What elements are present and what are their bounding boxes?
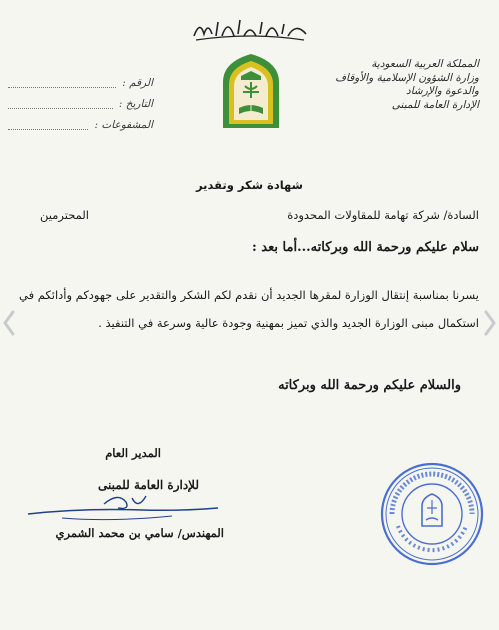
closing-salutation: والسلام عليكم ورحمة الله وبركاته — [278, 378, 461, 393]
ministry-line: المملكة العربية السعودية — [371, 58, 479, 70]
meta-date-dots — [8, 98, 113, 109]
meta-attachments-label: المشفوعات : — [94, 118, 153, 131]
chevron-right-icon[interactable] — [483, 308, 497, 338]
ministry-line: والدعوة والإرشاد — [406, 85, 479, 97]
greeting: سلام عليكم ورحمة الله وبركاته...أما بعد : — [251, 240, 479, 255]
meta-number-row — [8, 72, 153, 93]
meta-number-dots — [8, 77, 116, 88]
chevron-left-icon[interactable] — [2, 308, 16, 338]
basmala-calligraphy-icon — [190, 14, 310, 44]
ministry-line: الإدارة العامة للمبنى — [391, 98, 479, 111]
signatory-title: المدير العام — [105, 446, 161, 460]
meta-date-row — [8, 93, 153, 114]
certificate-body: يسرنا بمناسبة إنتقال الوزارة لمقرها الجديد أن نقدم لكم الشكر والتقدير على جهودكم وأدائكم في استكمال مبنى الوزارة الجديد والذي تميز بمهنية وجودة عالية وسرعة في التنفيذ . — [19, 288, 479, 330]
addressee: السادة/ شركة تهامة للمقاولات المحدودة — [287, 208, 479, 222]
certificate-title: شهادة شكر وتقدير — [196, 178, 303, 192]
handwritten-signature-icon — [22, 488, 222, 528]
document-meta — [8, 72, 153, 135]
ministry-header — [335, 58, 479, 112]
signatory-department: للإدارة العامة للمبنى — [97, 478, 199, 492]
honorific: المحترمين — [40, 208, 89, 222]
meta-number-label: الرقم : — [122, 76, 153, 89]
ministry-line: وزارة الشؤون الإسلامية والأوقاف — [335, 71, 479, 84]
ministry-emblem-icon — [219, 52, 283, 130]
official-stamp-icon — [378, 460, 486, 568]
meta-attachments-row — [8, 114, 153, 135]
meta-date-label: التاريخ : — [118, 97, 153, 110]
signatory-name: المهندس/ سامي بن محمد الشمري — [55, 526, 224, 540]
meta-attachments-dots — [8, 119, 88, 130]
